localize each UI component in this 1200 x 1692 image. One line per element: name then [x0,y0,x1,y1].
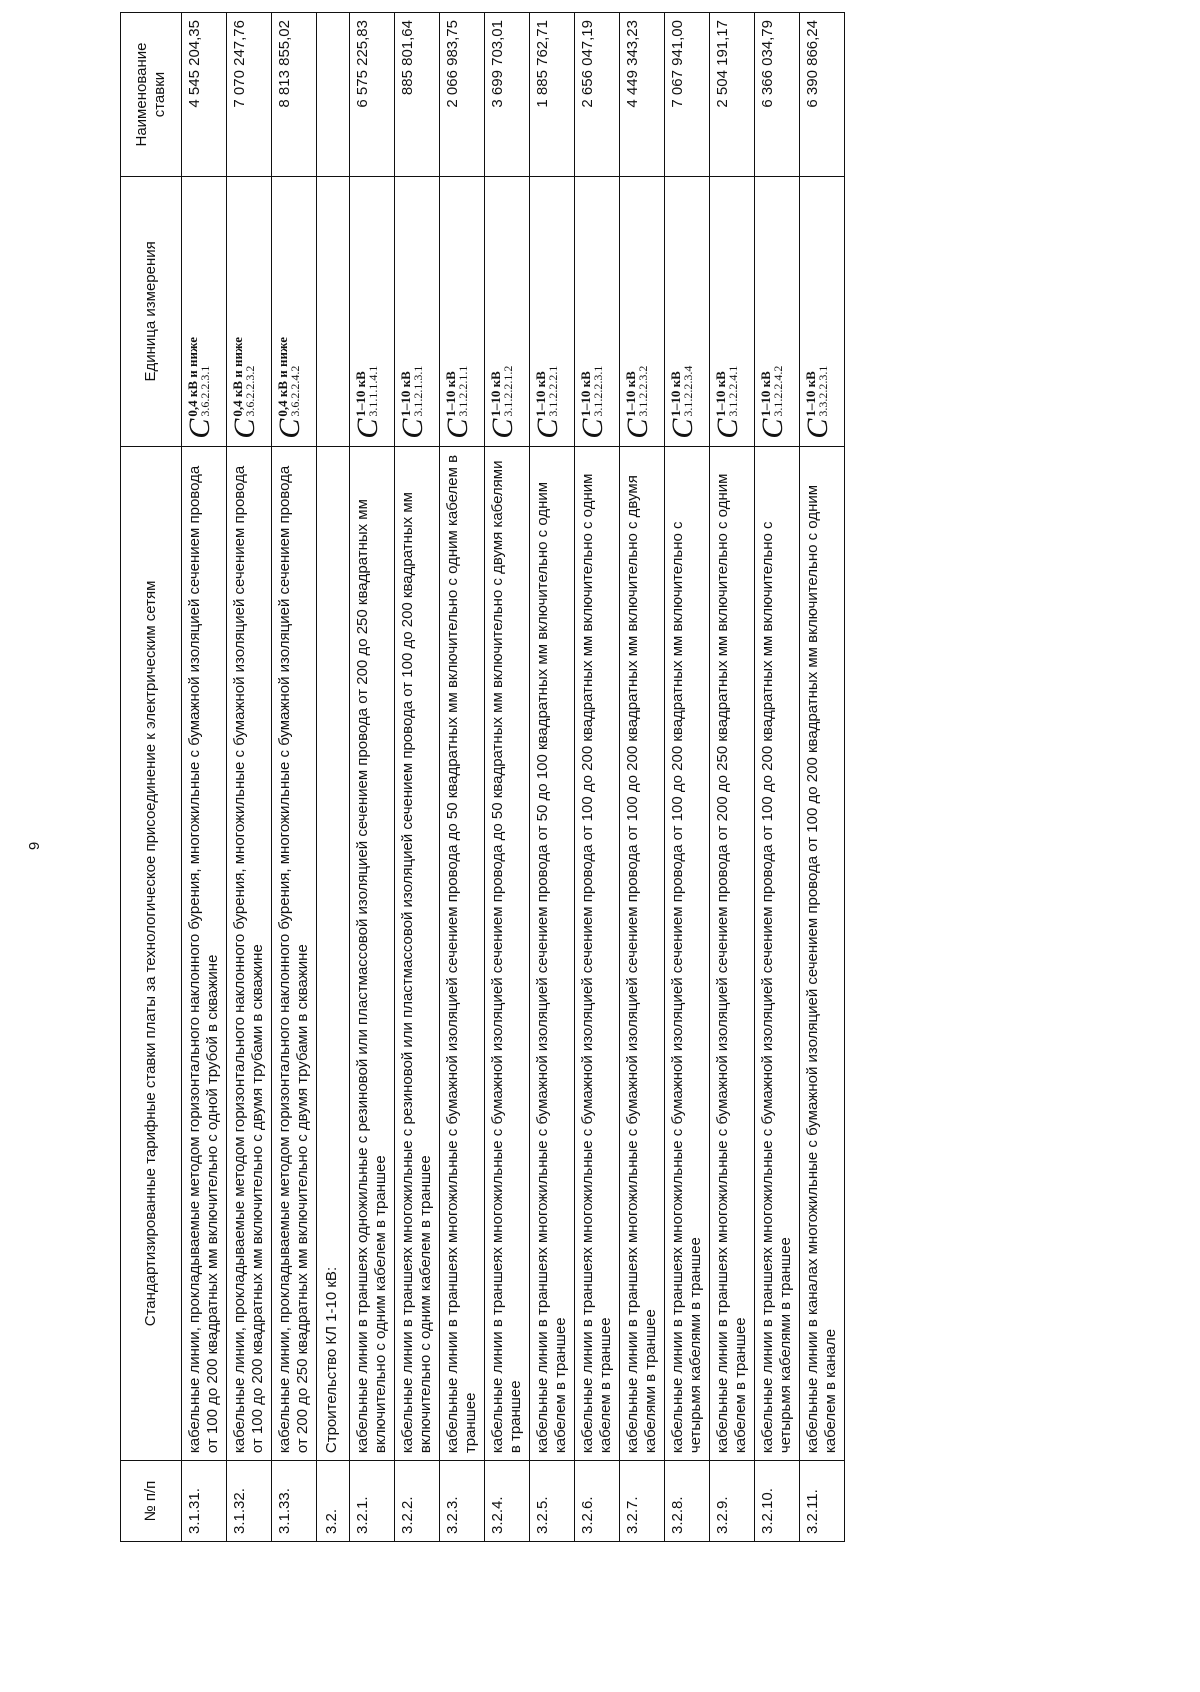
table-row [710,13,755,1542]
row-unit [182,177,227,447]
row-rate: 6 366 034,79 [755,13,800,177]
table-row [395,13,440,1542]
row-number: 3.1.32. [227,1461,272,1542]
row-rate: 7 070 247,76 [227,13,272,177]
row-description: кабельные линии в траншеях многожильные с бумажной изоляцией сечением провода от 100 до 200 квадратных мм включительно с одним кабелем в траншее [575,446,620,1460]
unit-symbol: C [273,418,306,439]
unit-voltage: 1–10 кВ [488,371,503,417]
row-rate [317,13,350,177]
table-row [227,13,272,1542]
row-rate: 2 066 983,75 [440,13,485,177]
table-body [182,13,845,1542]
table-row [272,13,317,1542]
unit-code: 3.1.2.2.1.1 [456,365,470,417]
header-unit: Единица измерения [121,177,182,447]
row-description: кабельные линии в каналах многожильные с бумажной изоляцией сечением провода от 100 до 200 квадратных мм включительно с одним кабелем в канале [800,446,845,1460]
unit-code: 3.1.1.1.4.1 [366,365,380,417]
row-unit [575,177,620,447]
row-rate: 8 813 855,02 [272,13,317,177]
unit-code: 3.3.2.2.3.1 [816,365,830,417]
unit-voltage: 1–10 кВ [353,371,368,417]
row-description: кабельные линии в траншеях многожильные с бумажной изоляцией сечением провода от 50 до 100 квадратных мм включительно с одним кабелем в траншее [530,446,575,1460]
row-rate: 6 390 866,24 [800,13,845,177]
row-description: кабельные линии, прокладываемые методом горизонтального наклонного бурения, многожильные с бумажной изоляцией сечением провода от 200 до 250 квадратных мм включительно с двумя трубами в скважине [272,446,317,1460]
unit-symbol: C [441,418,474,439]
unit-voltage: 1–10 кВ [533,371,548,417]
table-row [485,13,530,1542]
tariff-table [120,12,845,1542]
table-row [440,13,485,1542]
unit-code: 3.1.2.2.2.1 [546,365,560,417]
row-rate: 4 545 204,35 [182,13,227,177]
row-rate: 1 885 762,71 [530,13,575,177]
unit-symbol: C [621,418,654,439]
row-description: кабельные линии в траншеях многожильные с резиновой или пластмассовой изоляцией сечением провода от 100 до 200 квадратных мм включительно с одним кабелем в траншее [395,446,440,1460]
unit-symbol: C [801,418,834,439]
unit-code: 3.1.2.2.4.2 [771,365,785,417]
unit-code: 3.1.2.2.4.1 [726,365,740,417]
row-unit [620,177,665,447]
row-unit [227,177,272,447]
row-rate: 885 801,64 [395,13,440,177]
row-rate: 3 699 703,01 [485,13,530,177]
row-number: 3.2.11. [800,1461,845,1542]
row-number: 3.2.2. [395,1461,440,1542]
unit-symbol: C [183,418,216,439]
table-row [755,13,800,1542]
row-number: 3.2. [317,1461,350,1542]
unit-voltage: 1–10 кВ [713,371,728,417]
unit-voltage: 1–10 кВ [803,371,818,417]
table-row [182,13,227,1542]
unit-code: 3.1.2.2.3.2 [636,365,650,417]
unit-symbol: C [396,418,429,439]
row-description: Строительство КЛ 1-10 кВ: [317,446,350,1460]
unit-code: 3.1.2.2.1.2 [501,365,515,417]
row-unit [755,177,800,447]
row-unit [272,177,317,447]
row-description: кабельные линии в траншеях многожильные с бумажной изоляцией сечением провода от 100 до 200 квадратных мм включительно с четырьмя кабелями в траншее [665,446,710,1460]
row-number: 3.2.9. [710,1461,755,1542]
row-unit [800,177,845,447]
header-description: Стандартизированные тарифные ставки платы за технологическое присоединение к электрическим сетям [121,446,182,1460]
row-description: кабельные линии в траншеях многожильные с бумажной изоляцией сечением провода от 100 до 200 квадратных мм включительно с четырьмя кабелями в траншее [755,446,800,1460]
row-description: кабельные линии в траншеях многожильные с бумажной изоляцией сечением провода до 50 квадратных мм включительно с двумя кабелями в траншее [485,446,530,1460]
unit-voltage: 0,4 кВ и ниже [230,336,245,417]
table-row [665,13,710,1542]
row-description: кабельные линии в траншеях многожильные с бумажной изоляцией сечением провода до 50 квадратных мм включительно с одним кабелем в траншее [440,446,485,1460]
unit-voltage: 0,4 кВ и ниже [185,336,200,417]
unit-code: 3.1.2.2.3.1 [591,365,605,417]
table-header-row [121,13,182,1542]
row-number: 3.2.4. [485,1461,530,1542]
table-row [620,13,665,1542]
row-number: 3.2.5. [530,1461,575,1542]
table-row [575,13,620,1542]
table-row [350,13,395,1542]
row-rate: 4 449 343,23 [620,13,665,177]
row-description: кабельные линии, прокладываемые методом горизонтального наклонного бурения, многожильные с бумажной изоляцией сечением провода от 100 до 200 квадратных мм включительно с одной трубой в скважине [182,446,227,1460]
header-rate: Наименование ставки [121,13,182,177]
unit-symbol: C [228,418,261,439]
row-number: 3.2.6. [575,1461,620,1542]
unit-symbol: C [756,418,789,439]
row-unit [440,177,485,447]
unit-voltage: 1–10 кВ [443,371,458,417]
row-rate: 7 067 941,00 [665,13,710,177]
row-unit [350,177,395,447]
row-unit [485,177,530,447]
row-description: кабельные линии в траншеях многожильные с бумажной изоляцией сечением провода от 200 до 250 квадратных мм включительно с одним кабелем в траншее [710,446,755,1460]
row-unit [665,177,710,447]
unit-code: 3.6.2.2.4.2 [288,365,302,417]
page-number: 9 [26,841,43,851]
row-rate: 6 575 225,83 [350,13,395,177]
row-rate: 2 504 191,17 [710,13,755,177]
unit-voltage: 0,4 кВ и ниже [275,336,290,417]
unit-symbol: C [711,418,744,439]
unit-symbol: C [531,418,564,439]
row-description: кабельные линии в траншеях многожильные с бумажной изоляцией сечением провода от 100 до 200 квадратных мм включительно с двумя кабелями в траншее [620,446,665,1460]
row-description: кабельные линии, прокладываемые методом горизонтального наклонного бурения, многожильные с бумажной изоляцией сечением провода от 100 до 200 квадратных мм включительно с двумя трубами в скважине [227,446,272,1460]
unit-voltage: 1–10 кВ [623,371,638,417]
unit-symbol: C [351,418,384,439]
unit-symbol: C [666,418,699,439]
unit-voltage: 1–10 кВ [668,371,683,417]
unit-symbol: C [576,418,609,439]
unit-code: 3.6.2.2.3.2 [243,365,257,417]
table-row [530,13,575,1542]
row-number: 3.1.33. [272,1461,317,1542]
row-description: кабельные линии в траншеях одножильные с резиновой или пластмассовой изоляцией сечением провода от 200 до 250 квадратных мм включительно с одним кабелем в траншее [350,446,395,1460]
unit-voltage: 1–10 кВ [758,371,773,417]
row-unit [395,177,440,447]
row-number: 3.2.10. [755,1461,800,1542]
unit-code: 3.1.2.2.3.4 [681,365,695,417]
unit-code: 3.1.2.1.3.1 [411,365,425,417]
table-row [800,13,845,1542]
row-rate: 2 656 047,19 [575,13,620,177]
section-row [317,13,350,1542]
row-number: 3.2.7. [620,1461,665,1542]
row-number: 3.2.1. [350,1461,395,1542]
unit-voltage: 1–10 кВ [578,371,593,417]
unit-code: 3.6.2.2.3.1 [198,365,212,417]
row-number: 3.2.8. [665,1461,710,1542]
row-unit [317,177,350,447]
header-num: № п/п [121,1461,182,1542]
row-number: 3.1.31. [182,1461,227,1542]
row-unit [710,177,755,447]
row-unit [530,177,575,447]
row-number: 3.2.3. [440,1461,485,1542]
unit-voltage: 1–10 кВ [398,371,413,417]
unit-symbol: C [486,418,519,439]
